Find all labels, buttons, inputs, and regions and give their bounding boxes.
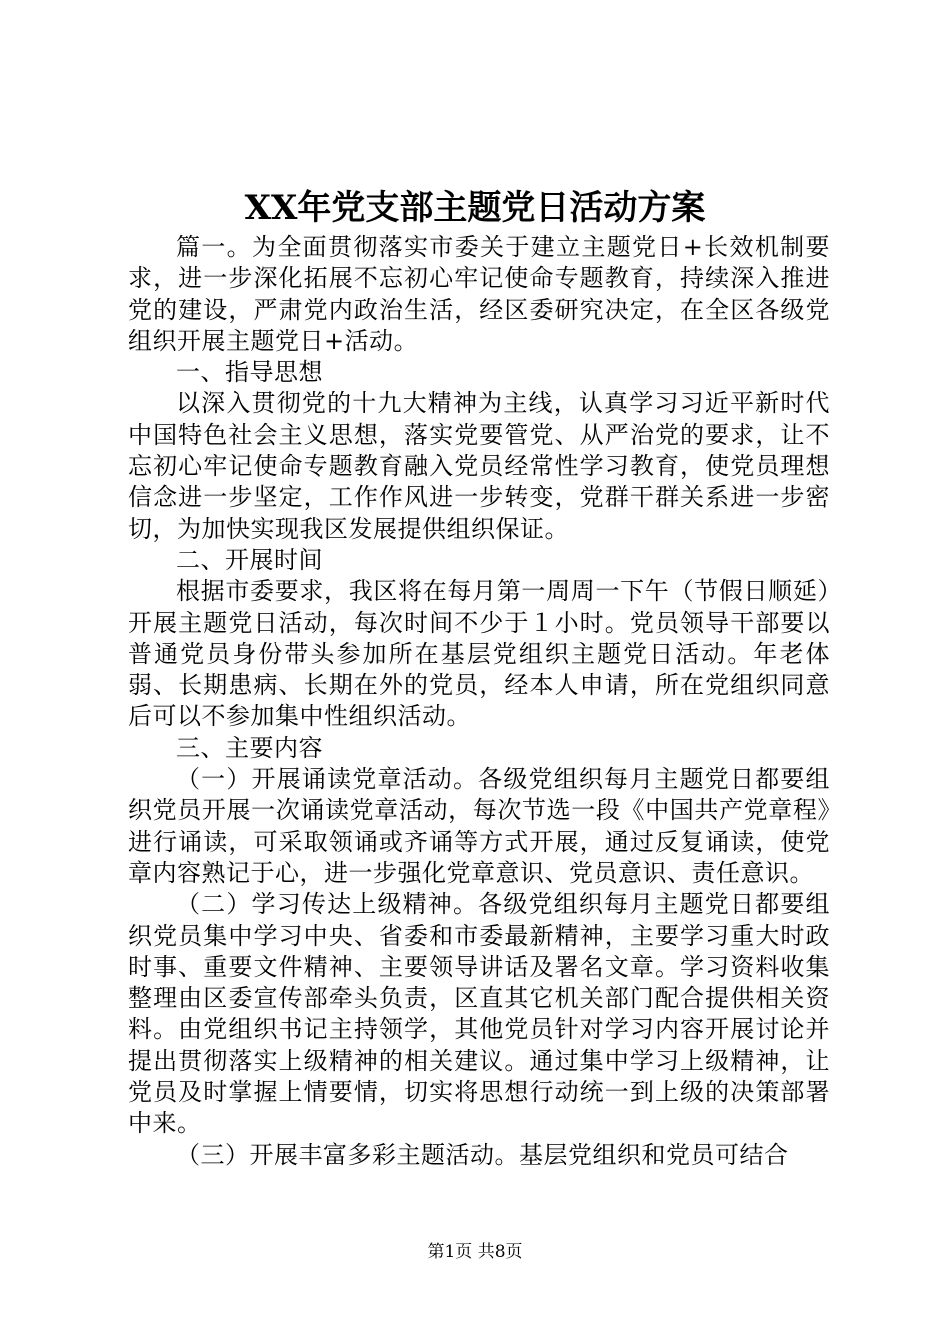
document-title: XX年党支部主题党日活动方案	[244, 188, 706, 228]
section-heading-main-content: 三、主要内容	[176, 733, 323, 762]
section-heading-guiding-ideology: 一、指导思想	[176, 358, 323, 387]
paragraph-intro: 篇一。为全面贯彻落实市委关于建立主题党日+长效机制要求，进一步深化拓展不忘初心牢记使命专题教育，持续深入推进党的建设，严肃党内政治生活，经区委研究决定，在全区各级党组织开展主题党日+活动。	[128, 233, 830, 355]
page-footer: 第1页 共8页	[427, 1242, 523, 1262]
paragraph-guiding-ideology: 以深入贯彻党的十九大精神为主线，认真学习习近平新时代中国特色社会主义思想，落实党要管党、从严治党的要求，让不忘初心牢记使命专题教育融入党员经常性学习教育，使党员理想信念进一步坚定，工作作风进一步转变，党群干群关系进一步密切，为加快实现我区发展提供组织保证。	[128, 389, 830, 543]
paragraph-content-1: （一）开展诵读党章活动。各级党组织每月主题党日都要组织党员开展一次诵读党章活动，每次节选一段《中国共产党章程》进行诵读，可采取领诵或齐诵等方式开展，通过反复诵读，使党章内容熟记于心，进一步强化党章意识、党员意识、责任意识。	[128, 765, 830, 887]
paragraph-schedule: 根据市委要求，我区将在每月第一周周一下午（节假日顺延）开展主题党日活动，每次时间不少于１小时。党员领导干部要以普通党员身份带头参加所在基层党组织主题党日活动。年老体弱、长期患病、长期在外的党员，经本人申请，所在党组织同意后可以不参加集中性组织活动。	[128, 577, 830, 731]
paragraph-content-2: （二）学习传达上级精神。各级党组织每月主题党日都要组织党员集中学习中央、省委和市委最新精神，主要学习重大时政时事、重要文件精神、主要领导讲话及署名文章。学习资料收集整理由区委宣传部牵头负责，区直其它机关部门配合提供相关资料。由党组织书记主持领学，其他党员针对学习内容开展讨论并提出贯彻落实上级精神的相关建议。通过集中学习上级精神，让党员及时掌握上情要情，切实将思想行动统一到上级的决策部署中来。	[128, 890, 830, 1138]
section-heading-schedule: 二、开展时间	[176, 545, 323, 574]
paragraph-content-3: （三）开展丰富多彩主题活动。基层党组织和党员可结合	[176, 1140, 789, 1169]
document-body	[128, 232, 830, 1171]
